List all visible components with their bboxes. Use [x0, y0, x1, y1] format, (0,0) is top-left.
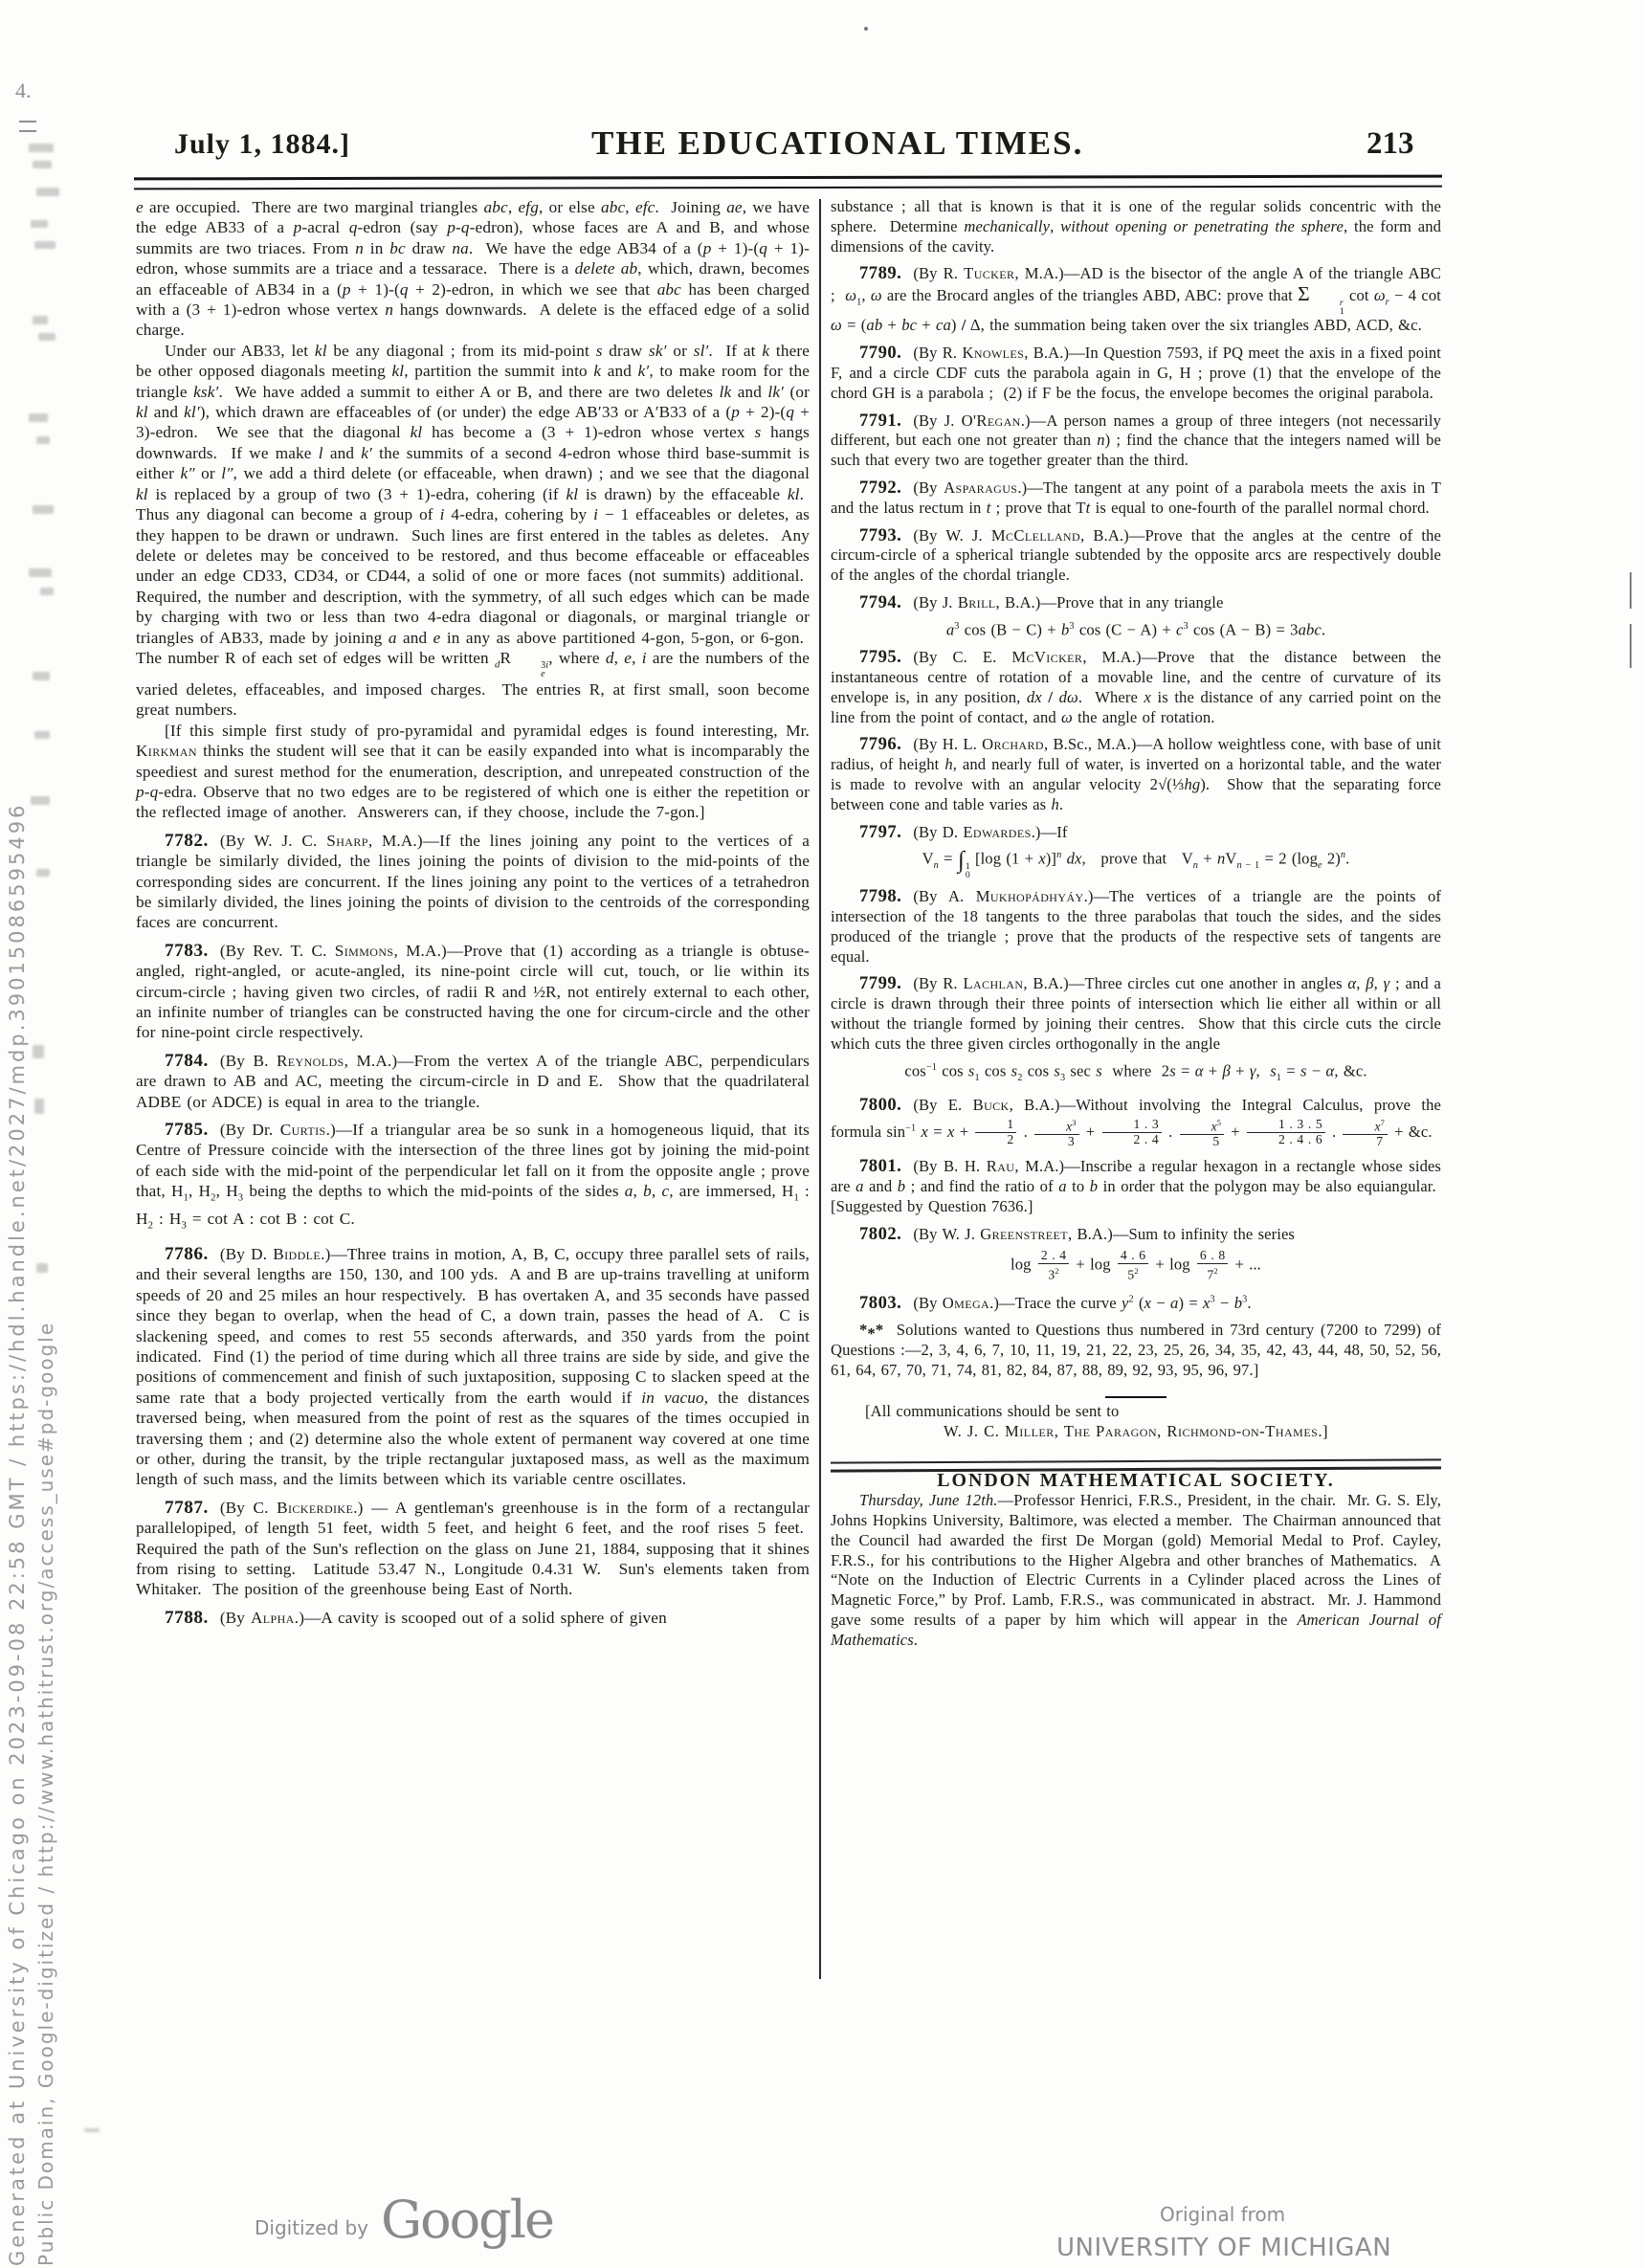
question-7783 — [136, 941, 810, 1043]
question-7786 — [136, 1244, 810, 1490]
scan-smudge — [31, 796, 50, 805]
google-logo: Google — [381, 2190, 553, 2250]
digitized-by-label: Digitized by — [255, 2216, 368, 2239]
question-number: 7784. — [165, 1050, 209, 1071]
question-7789 — [831, 264, 1441, 336]
scan-edge-mark — [1630, 572, 1632, 609]
question-number: 7803. — [859, 1292, 902, 1313]
question-text: (By B. Reynolds, M.A.)—From the vertex A of the triangle ABC, perpendiculars are drawn to AB and AC, meeting the circum-circle in D and E. Show that the quadrilateral ADBE (or ADCE) is equal in area to the triangle. — [136, 1051, 811, 1111]
equation-7799: $\cos^{-1} \cos s_1$ $\cos s_2$ $\cos s_3$ sec s where 2s = α + β + γ, $s_1 = s - \alpha$, &c. — [904, 1061, 1367, 1083]
journal-title: THE EDUCATIONAL TIMES. — [591, 124, 1084, 162]
scan-smudge — [34, 1099, 44, 1114]
question-text: (By R. Lachlan, B.A.)—Three circles cut one another in angles α, β, γ ; and a circle is drawn through their three points of intersection which lie either all within or all without the triangle formed by joining their centres. Show that this circle cuts the circle which cuts the three given circles orthogonally in the angle — [831, 974, 1441, 1053]
hathitrust-rights-line: Public Domain, Google-digitized / http://www.hathitrust.org/access_use#pd-google — [34, 1321, 57, 2266]
hathitrust-provenance-line: Generated at University of Chicago on 2023-09-08 22:58 GMT / https://hdl.handle.net/2027/mdp.39015086595496 — [6, 802, 29, 2266]
question-7796 — [831, 735, 1441, 814]
question-number: 7789. — [859, 263, 902, 284]
question-7792 — [831, 478, 1441, 519]
solutions-wanted-note: *** Solutions wanted to Questions thus numbered in 73rd century (7200 to 7299) of Questions :—2, 3, 4, 6, 7, 10, 11, 19, 21, 22, 23, 25, 26, 34, 35, 42, 43, 44, 48, 50, 52, 56, 61, 64, 67, 70, 71, 74, 81, 82, 84, 87, 88, 89, 92, 93, 95, 96, 97.] — [831, 1321, 1441, 1379]
question-number: 7786. — [165, 1243, 209, 1264]
question-number: 7797. — [859, 821, 902, 842]
question-number: 7799. — [859, 973, 902, 994]
equation-7794: $a^3$ $\cos (B - C) + b^3$ $\cos (C - A) + c^3$ cos (A − B) = 3abc. — [945, 620, 1326, 639]
equation-7802: log $\frac{2 . 4}{3^2}$ + log $\frac{4 . 6}{5^2}$ + log $\frac{6 . 8}{7^2}$ + ... — [1011, 1247, 1261, 1282]
institution-name: UNIVERSITY OF MICHIGAN — [1056, 2234, 1392, 2262]
question-number: 7802. — [859, 1223, 902, 1244]
question-7801 — [831, 1157, 1441, 1216]
scan-smudge — [40, 588, 54, 595]
scan-smudge — [84, 2128, 100, 2132]
question-7787 — [136, 1498, 810, 1600]
question-text: (By R. Tucker, M.A.)—AD is the bisector of the angle A of the triangle ABC ; $\omega_1$, ω are the Brocard angles of the triangles ABD, ABC: prove that Σ r 1 $\cot \omega_r - 4$ cot ω = (ab + bc + ca) / Δ, the summation being taken over the six triangles ABD, ACD, &c. — [831, 264, 1441, 335]
scan-smudge — [29, 413, 48, 422]
scan-smudge — [36, 869, 50, 877]
scan-smudge — [36, 436, 50, 444]
question-number: 7796. — [859, 734, 902, 755]
question-number: 7782. — [165, 830, 209, 851]
question-text: (By B. H. Rau, M.A.)—Inscribe a regular hexagon in a rectangle whose sides are a and b ; and find the ratio of a to b in order that the polygon may be also equiangular. [Suggested by Question 7636.] — [831, 1157, 1442, 1216]
question-text: (By E. Buck, B.A.)—Without involving the Integral Calculus, prove the formula $\sin^{-1} x = x$ + $\frac{1}{2}$ . $\frac{x^3}{3}$ + $\frac{1 . 3}{2 . 4}$ . $\frac{x^5}{5}$ + $\frac{1 . 3 . 5}{2 . 4 . 6}$ . $\frac{x^7}{7}$ + &c. — [831, 1096, 1441, 1149]
question-text: (By Asparagus.)—The tangent at any point of a parabola meets the axis in T and the latus rectum in t ; prove that Tt is equal to one-fourth of the parallel normal chord. — [831, 478, 1441, 517]
question-text: (By D. Edwardes.)—If — [913, 822, 1068, 841]
question-number: 7800. — [859, 1095, 902, 1116]
question-number: 7795. — [859, 647, 902, 668]
question-7785 — [136, 1120, 810, 1236]
intro-paragraph-2: Under our AB33, let kl be any diagonal ; from its mid-point s draw sk′ or sl′. If at k there be other opposed diagonals meeting kl, partition the summit into k and k′, to make room for the triangle ksk′. We have added a summit to either A or B, and there are two deletes lk and lk′ (or kl and kl′), which drawn are effaceables of (or under) the edge AB′33 or A′B33 of a (p + 2)-(q + 3)-edron. We see that the diagonal kl has become a (3 + 1)-edron whose vertex s hangs downwards. If we make l and k′ the summits of a second 4-edron whose third base-summit is either k″ or l″, we add a third delete (or effaceable, when drawn) ; and we see that the diagonal kl is replaced by a group of two (3 + 1)-edra, cohering (if kl is drawn) by the effaceable kl. Thus any diagonal can become a group of i 4-edra, cohering by i − 1 effaceables or deletes, as they happen to be drawn or undrawn. Such lines are first entered in the tables as deletes. Any delete or deletes may be conceived to be restored, and thus become effaceable or effaceables under an edge CD33, CD34, or CD44, a solid of one or more faces (not summits) additional. Required, the number and description, with the symmetry, of all such edges which can be made by charging with two or less than two 4-edra diagonal or diagonals, or marginal triangle or triangles of AB33, made by joining a and e in any as above partitioned 4-gon, 5-gon, or 6-gon. The number R of each set of edges will be written $_d$R 3i e , where d, e, i are the numbers of the varied deletes, effaceables, and imposed charges. The entries R, at first small, soon become great numbers. — [136, 341, 811, 720]
question-text: (By Dr. Curtis.)—If a triangular area be so sunk in a homogeneous liquid, that its Centre of Pressure coincide with the intersection of the three lines got by joining the mid-point of each side with the mid-point of the perpendicular let fall on it from the opposite angle ; prove that, $H_1$, $H_2$, $H_3$ being the depths to which the mid-points of the sides a, b, c, are immersed, $H_1$ : $H_2$ : $H_3 = \cot A$ : cot B : cot C. — [136, 1121, 811, 1232]
question-text: (By H. L. Orchard, B.Sc., M.A.)—A hollow weightless cone, with base of unit radius, of height h, and nearly full of water, is inverted on a horizontal table, and the water is made to revolve with an angular velocity 2√(⅓hg). Show that the separating force between cone and table varies as h. — [831, 735, 1442, 813]
scan-smudge — [36, 188, 59, 196]
question-text: (By W. J. C. Sharp, M.A.)—If the lines joining any point to the vertices of a triangle be similarly divided, the lines joining the points of division to the mid-points of the corresponding sides are concurrent. If the lines joining any point to the vertices of a tetrahedron be similarly divided, the lines joining the points of division to the centroids of the corresponding faces are concurrent. — [136, 831, 811, 932]
question-7800 — [831, 1096, 1441, 1149]
scan-smudge — [34, 241, 56, 249]
question-7793 — [831, 526, 1441, 586]
scan-smudge — [36, 1263, 48, 1273]
question-number: 7787. — [165, 1497, 209, 1518]
scan-smudge — [29, 144, 54, 152]
scan-smudge — [31, 220, 48, 228]
page-number: 213 — [1366, 126, 1414, 161]
question-text: (By C. E. McVicker, M.A.)—Prove that the distance between the instantaneous centre of rotation of a movable line, and the centre of curvature of its envelope is, in any position, dx / dω. Where x is the distance of any carried point on the line from the point of contact, and ω the angle of rotation. — [831, 648, 1441, 726]
question-text: (By W. J. McClelland, B.A.)—Prove that the angles at the centre of the circum-circle of a spherical triangle subtended by the opposite arcs are respectively double of the angles of the chordal triangle. — [831, 525, 1441, 585]
question-7803 — [831, 1290, 1441, 1313]
question-number: 7793. — [859, 524, 902, 545]
question-number: 7791. — [859, 410, 902, 431]
question-7795 — [831, 648, 1441, 727]
question-text: (By R. Knowles, B.A.)—In Question 7593, if PQ meet the axis in a fixed point F, and a circle CDF cuts the parabola again in G, H ; prove (1) that the envelope of the chord GH is a parabola ; (2) if F be the focus, the envelope becomes the original parabola. — [831, 344, 1442, 402]
question-text: (By Rev. T. C. Simmons, M.A.)—Prove that (1) according as a triangle is obtuse-angled, right-angled, or acute-angled, its nine-point circle will cut, touch, or lie within its circum-circle ; having given two circles, of radii R and ½R, not entirely external to each other, an infinite number of triangles can be constructed having the one for circum-circle and the other for nine-point circle respectively. — [136, 941, 810, 1042]
question-7791 — [831, 411, 1441, 471]
question-text: (By J. Brill, B.A.)—Prove that in any triangle — [913, 593, 1224, 612]
scan-speck — [864, 27, 868, 31]
pencil-dash-mark — [19, 121, 36, 132]
question-number: 7790. — [859, 343, 902, 364]
question-number: 7798. — [859, 886, 902, 907]
question-text: (By J. O'Regan.)—A person names a group of three integers (not necessarily different, but each one not greater than n) ; find the chance that the integers named will be such that every two are together greater than the third. — [831, 411, 1442, 470]
question-text: (By Omega.)—Trace the curve $y^2$ $(x - a) = x^3 - b^3$. — [913, 1293, 1252, 1312]
society-report: Thursday, June 12th.—Professor Henrici, F.R.S., President, in the chair. Mr. G. S. Ely, Johns Hopkins University, Baltimore, was elected a member. The Chairman announced that the Council had awarded the first De Morgan (gold) Memorial Medal to Prof. Cayley, F.R.S., for his contributions to the Higher Algebra and other branches of Mathematics. A “Note on the Induction of Electric Currents in a Cylinder placed across the Lines of Magnetic Force,” by Prof. Lamb, F.R.S., was communicated in abstract. Mr. J. Hammond gave some results of a paper by him which will appear in the American Journal of Mathematics. — [831, 1491, 1441, 1649]
equation-7797: $V_n$ = ∫ 1 0 [log (1 + x)]$^n$ dx, prove that $V_n + nV_{n - 1} = 2$ ($\log_e$ 2)$^n$. — [922, 847, 1350, 880]
scan-smudge — [33, 672, 50, 680]
question-text: (By A. Mukhopádhyáy.)—The vertices of a triangle are the points of intersection of the 18 tangents to the three parabolas that touch the sides, and the sides produced of the triangle ; prove that the products of the respective sets of tangents are equal. — [831, 887, 1441, 966]
scan-edge-mark — [1630, 624, 1632, 668]
pencil-mark: 4. — [15, 78, 32, 102]
scan-smudge — [33, 1045, 44, 1058]
column-divider — [819, 199, 821, 1979]
question-number: 7794. — [859, 592, 902, 613]
question-7799 — [831, 974, 1441, 1054]
left-column — [136, 197, 810, 1628]
question-number: 7785. — [165, 1120, 209, 1141]
question-number: 7801. — [859, 1156, 902, 1177]
editor-note-paragraph: [If this simple first study of pro-pyramidal and pyramidal edges is found interesting, Mr. Kirkman thinks the student will see that it can be easily expanded into what is incomparably the speediest and surest method for the enumeration, description, and unrepeated construction of the p-q-edra. Observe that no two edges are to be registered of which one is either the repetition or the reflected image of another. Answerers can, if they choose, include the 7-gon.] — [136, 721, 810, 822]
question-text: (By Alpha.)—A cavity is scooped out of a solid sphere of given — [219, 1608, 667, 1627]
right-column — [831, 197, 1441, 1651]
question-text: (By C. Bickerdike.) — A gentleman's greenhouse is in the form of a rectangular parallelopiped, of length 51 feet, width 5 feet, and height 6 feet, and the roof rises 5 feet. Required the path of the Sun's reflection on the glass on June 21, 1884, supposing that it shines from rising to setting. Latitude 53.47 N., Longitude 0.4.31 W. Sun's elements taken from Whitaker. The position of the greenhouse being East of North. — [136, 1498, 810, 1599]
scan-smudge — [38, 333, 56, 341]
question-number: 7788. — [165, 1607, 209, 1628]
scan-smudge — [33, 505, 54, 514]
question-7797 — [831, 823, 1441, 843]
section-rule — [1105, 1396, 1166, 1398]
question-7794 — [831, 593, 1441, 613]
scan-smudge — [29, 568, 52, 577]
question-7802 — [831, 1225, 1441, 1245]
scan-smudge — [33, 161, 52, 168]
original-from-label: Original from — [1160, 2203, 1286, 2226]
header-rule — [134, 175, 1442, 190]
question-7798 — [831, 887, 1441, 967]
scan-smudge — [34, 731, 50, 739]
continuation-paragraph: e are occupied. There are two marginal triangles abc, efg, or else abc, efc. Joining ae, we have the edge AB33 of a p-acral q-edron (say p-q-edron), whose faces are A and B, and whose summits are two triaces. From n in bc draw na. We have the edge AB34 of a (p + 1)-(q + 1)-edron, whose summits are a triace and a tessarace. There is a delete ab, which, drawn, becomes an effaceable of AB34 in a (p + 1)-(q + 2)-edron, in which we see that abc has been charged with a (3 + 1)-edron whose vertex n hangs downwards. A delete is the effaced edge of a solid charge. — [136, 198, 810, 340]
question-7782 — [136, 831, 810, 933]
question-number: 7783. — [165, 940, 209, 961]
issue-date: July 1, 1884.] — [174, 128, 351, 160]
question-7788-continuation: substance ; all that is known is that it is one of the regular solids concentric with the sphere. Determine mechanically, without opening or penetrating the sphere, the form and dimensions of the cavity. — [831, 197, 1442, 256]
question-text: (By W. J. Greenstreet, B.A.)—Sum to infinity the series — [913, 1224, 1295, 1243]
society-heading: LONDON MATHEMATICAL SOCIETY. — [937, 1470, 1335, 1492]
question-7790 — [831, 344, 1441, 403]
communications-note: [All communications should be sent to — [865, 1401, 1120, 1420]
communications-address: W. J. C. Miller, The Paragon, Richmond-on-Thames.] — [943, 1421, 1329, 1440]
scan-smudge — [33, 316, 48, 324]
question-7784 — [136, 1051, 810, 1112]
question-text: (By D. Biddle.)—Three trains in motion, A, B, C, occupy three parallel sets of rails, and their several lengths are 150, 130, and 100 yds. A and B are up-trains travelling at uniform speeds of 20 and 25 miles an hour respectively. B has overtaken A, and 35 seconds have passed since they began to overlap, when the head of C, a down train, passes the head of A. C is slackening speed, and comes to rest 55 seconds afterwards, and 350 yards from the point indicated. Find (1) the period of time during which all three trains are side by side, and give the positions of commencement and finish of such juxtaposition, supposing C to slacken speed at the same rate that a body projected vertically from the earth would if in vacuo, the distances traversed being, when measured from the point of rest as the squares of the times occupied in traversing them ; and (2) determine also the whole extent of permanent way covered at one time or other, during the transit, by the triple rectangular juxtaposed mass, as well as the maximum length of such mass, and the limits between which its variable centre oscillates. — [136, 1244, 810, 1489]
question-7788 — [136, 1608, 810, 1628]
question-number: 7792. — [859, 478, 902, 499]
